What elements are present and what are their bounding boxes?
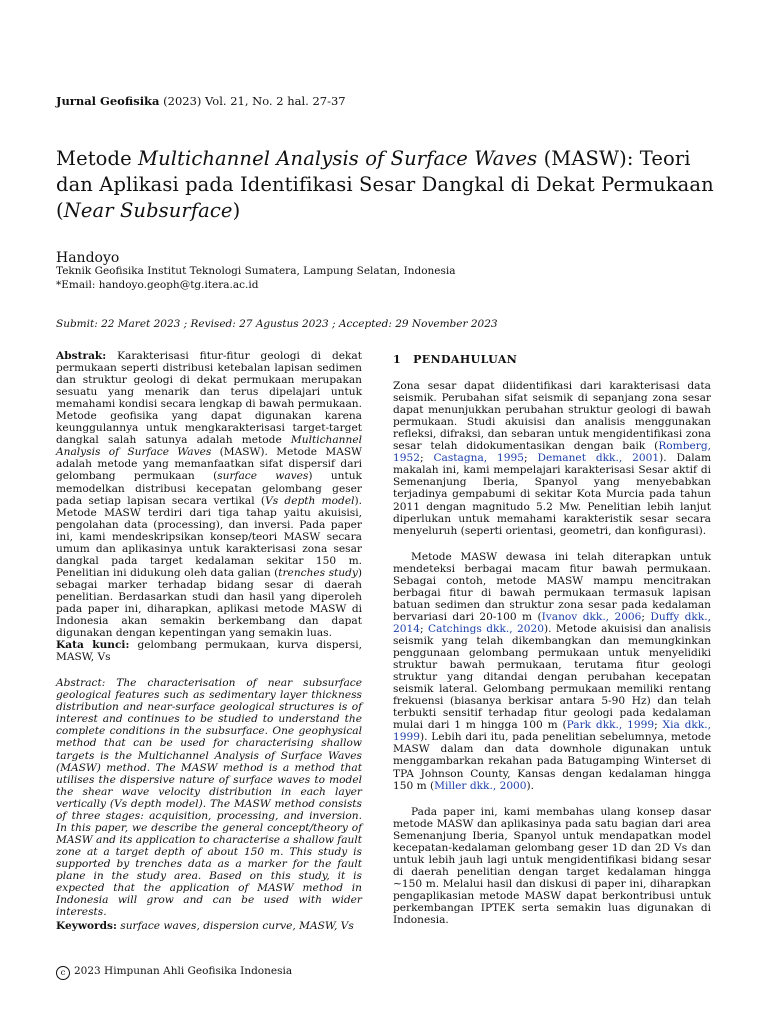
journal-name: Jurnal Geofisika (56, 94, 160, 108)
keywords-english (56, 920, 362, 932)
citation-separator: ; (654, 719, 663, 732)
affiliation: Teknik Geofisika Institut Teknologi Sumatera, Lampung Selatan, Indonesia (56, 265, 456, 277)
author-affiliation-block (56, 265, 456, 292)
abstract-english (56, 677, 362, 918)
citation-link[interactable]: Miller dkk., 2000 (434, 779, 527, 792)
citation-link[interactable]: Demanet dkk., 2001 (537, 452, 660, 465)
footer-text: 2023 Himpunan Ahli Geofisika Indonesia (74, 965, 293, 977)
abstract-text: (MASW). Metode MASW adalah metode yang memanfaatkan sifat dispersif dari gelombang permukaan ( (56, 446, 362, 483)
section-number: 1 (393, 353, 402, 366)
abstract-italic: Vs depth model (265, 494, 355, 507)
paragraph (393, 551, 711, 792)
title-italic: Near Subsurface (63, 199, 233, 222)
abstract-indonesian (56, 350, 362, 639)
abstract-text: ) sebagai marker terhadap bidang sesar di daerah penelitian. Berdasarkan studi dan hasil yang diperoleh pada paper ini, diharapkan, aplikasi metode MASW di Indonesia akan semakin berkembang dan dapat digunakan dengan kepentingan yang semakin luas. (56, 566, 362, 640)
right-column (393, 350, 711, 926)
title-part: (MASW): Teori dan Aplikasi pada Identifikasi Sesar Dangkal di Dekat Permukaan ( (56, 147, 714, 222)
citation-link[interactable]: Park dkk., 1999 (566, 719, 655, 732)
abstract-en-label: Abstract: (56, 677, 106, 690)
citation-link[interactable]: Duffy dkk., 2014 (393, 610, 711, 635)
paragraph-text: Metode MASW dewasa ini telah diterapkan untuk mendeteksi berbagai macam fitur bawah permukaan. Sebagai contoh, metode MASW mampu mencitrakan berbagai fitur di bawah permukaan termasuk lapisan batuan sedimen dan struktur zona sesar pada kedalaman bervariasi dari 20-100 m ( (393, 550, 711, 623)
keywords-en-text: surface waves, dispersion curve, MASW, Vs (116, 920, 354, 933)
copyright-icon: c (56, 966, 70, 980)
citation-separator: ; (419, 622, 428, 635)
author-email: *Email: handoyo.geoph@tg.itera.ac.id (56, 278, 259, 291)
keywords-indonesian (56, 639, 362, 663)
abstract-italic: surface waves (217, 470, 309, 483)
title-part: ) (232, 199, 241, 222)
journal-info: (2023) Vol. 21, No. 2 hal. 27-37 (159, 94, 346, 108)
section-title: PENDAHULUAN (413, 353, 518, 366)
keywords-label: Kata kunci: (56, 639, 130, 652)
author-name: Handoyo (56, 250, 120, 266)
paragraph-text: Zona sesar dapat diidentifikasi dari karakterisasi data seismik. Perubahan sifat seismik di sepanjang zona sesar dapat menunjukkan perubahan struktur geologi di bawah permukaan. Studi akuisisi dan analisis menggunakan refleksi, difraksi, dan sebaran untuk mengidentifikasi zona sesar telah didokumentasikan dengan baik ( (393, 380, 711, 453)
abstract-italic: trenches study (278, 566, 358, 579)
journal-header (56, 94, 346, 108)
citation-separator: ; (524, 452, 538, 465)
title-italic: Multichannel Analysis of Surface Waves (138, 147, 538, 170)
citation-link[interactable]: Castagna, 1995 (433, 452, 525, 465)
citation-link[interactable]: Catchings dkk., 2020 (427, 622, 544, 635)
left-column (56, 350, 362, 932)
keywords-text: gelombang permukaan, kurva dispersi, MASW, Vs (56, 639, 363, 664)
footer (56, 965, 292, 980)
paper-title (56, 146, 716, 224)
citation-link[interactable]: Xia dkk., 1999 (393, 719, 711, 744)
paragraph-text: ). Dalam makalah ini, kami mempelajari karakterisasi Sesar aktif di Semenanjung Iberia, Spanyol yang menyebabkan terjadinya gempabumi di sekitar Kota Murcia pada tahun 2011 dengan magnitudo 5.2 Mw. Penelitian lebih lanjut diperlukan untuk memahami karakteristik sesar secara menyeluruh (seperti orientasi, geometri, dan konfigurasi). (393, 452, 712, 537)
abstract-italic: Multichannel Analysis of Surface Waves (56, 434, 362, 459)
abstract-text: ) untuk memodelkan distribusi kecepatan gelombang geser pada setiap lapisan secara vertikal ( (56, 470, 362, 507)
citation-link[interactable]: Romberg, 1952 (393, 440, 711, 465)
abstract-label: Abstrak: (56, 350, 107, 362)
section-heading (393, 354, 711, 366)
paragraph: Pada paper ini, kami membahas ulang konsep dasar metode MASW dan aplikasinya pada satu bagian dari area Semenanjung Iberia, Spanyol untuk mendapatkan model kecepatan-kedalaman gelombang geser 1D dan 2D Vs dan untuk lebih jauh lagi untuk mengidentifikasi bidang sesar di daerah penelitian dengan target kedalaman hingga ∼150 m. Melalui hasil dan diskusi di paper ini, diharapkan pengaplikasian metode MASW dapat berkontribusi untuk perkembangan IPTEK serta semakin luas digunakan di Indonesia. (393, 805, 711, 927)
citation-separator: ; (641, 610, 651, 623)
paragraph-text: ). Lebih dari itu, pada penelitian sebelumnya, metode MASW dalam dan data downhole digunakan untuk menggambarkan rekahan pada Batugamping Winterset di TPA Johnson County, Kansas dengan kedalaman hingga 150 m ( (393, 731, 711, 792)
citation-link[interactable]: Ivanov dkk., 2006 (541, 610, 642, 623)
citation-separator: ; (419, 452, 434, 465)
abstract-text: Karakterisasi fitur-fitur geologi di dekat permukaan seperti distribusi ketebalan lapisan sedimen dan struktur geologi di dekat permukaan merupakan sesuatu yang menarik dan terus dipelajari untuk memahami kondisi secara lengkap di bawah permukaan. Metode geofisika yang dapat digunakan karena keunggulannya untuk mengkarakterisasi target-target dangkal salah satunya adalah metode (56, 350, 362, 447)
paragraph (393, 380, 711, 537)
submission-dates: Submit: 22 Maret 2023 ; Revised: 27 Agustus 2023 ; Accepted: 29 November 2023 (56, 318, 498, 330)
abstract-text: ). Metode MASW terdiri dari tiga tahap yaitu akuisisi, pengolahan data (processing), dan inversi. Pada paper ini, kami mendeskripsikan konsep/teori MASW secara umum dan aplikasinya untuk karakterisasi zona sesar dangkal pada target kedalaman sekitar 150 m. Penelitian ini didukung oleh data galian ( (56, 494, 363, 579)
paragraph-text: ). Metode akuisisi dan analisis seismik yang telah dikembangkan dan memungkinkan penggunaan gelombang permukaan untuk menyelidiki struktur bawah permukaan, terutama fitur geologi struktur yang ditandai dengan perubahan kecepatan seismik lateral. Gelombang permukaan memiliki rentang frekuensi (biasanya berkisar antara 5-90 Hz) dan telah terbukti sensitif terhadap fitur geologi pada kedalaman mulai dari 1 m hingga 100 m ( (393, 622, 712, 732)
paragraph-text: ). (526, 779, 535, 792)
title-part: Metode (56, 147, 139, 170)
abstract-en-text: The characterisation of near subsurface geological features such as sedimentary layer thickness distribution and near-surface geological structures is of interest and continues to be studied to understand the complete conditions in the subsurface. One geophysical method that can be used for characterising shallow targets is the Multichannel Analysis of Surface Waves (MASW) method. The MASW method is a method that utilises the dispersive nature of surface waves to model the shear wave velocity distribution in each layer vertically (Vs depth model). The MASW method consists of three stages: acquisition, processing, and inversion. In this paper, we describe the general concept/theory of MASW and its application to characterise a shallow fault zone at a target depth of about 150 m. This study is supported by trenches data as a marker for the fault plane in the study area. Based on this study, it is expected that the application of MASW method in Indonesia will grow and can be used with wider interests. (56, 677, 362, 919)
keywords-en-label: Keywords: (56, 920, 117, 933)
